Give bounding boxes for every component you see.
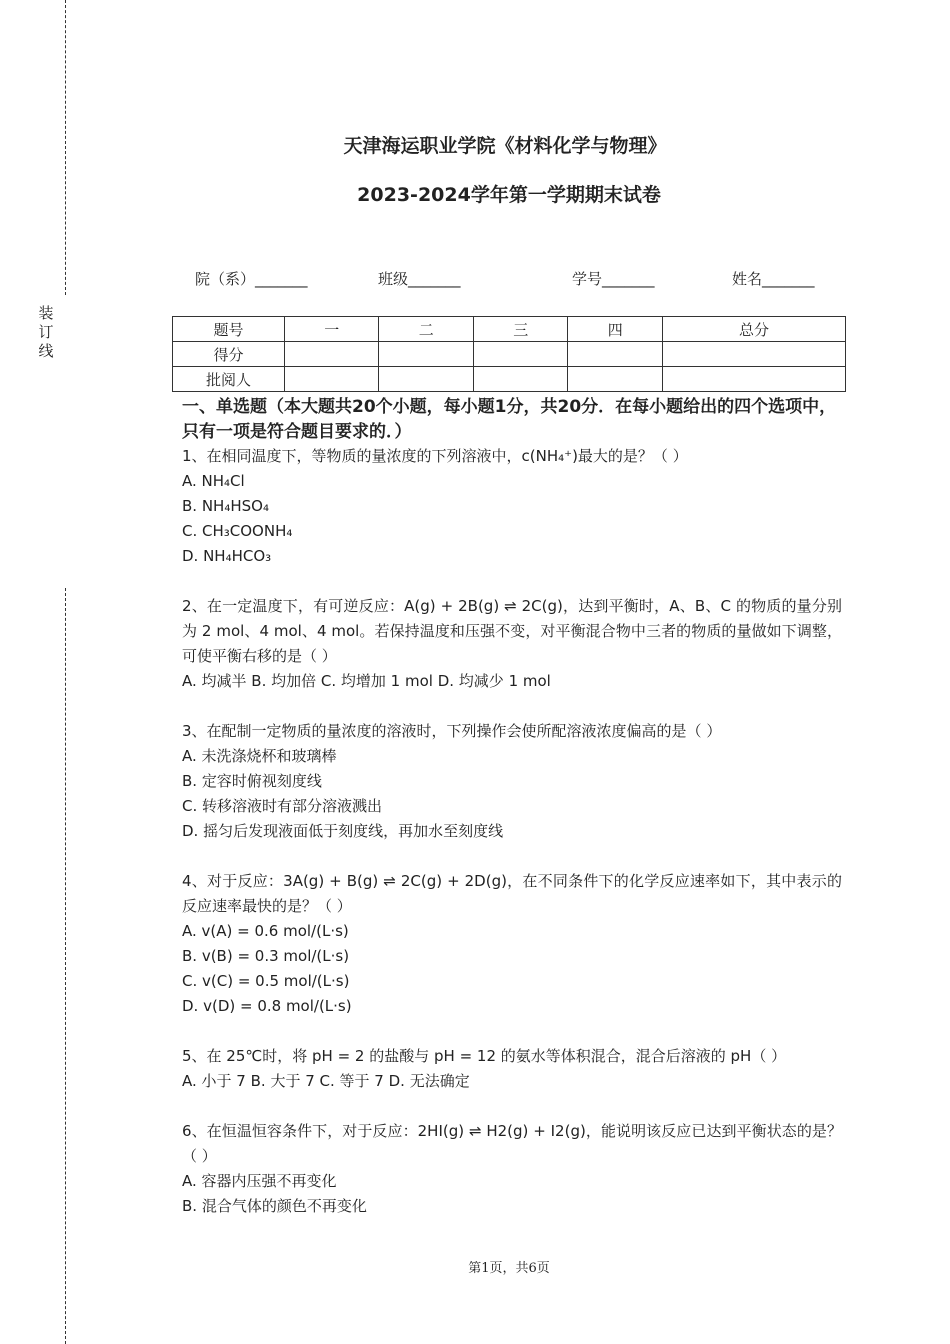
question-option: A. 未洗涤烧杯和玻璃棒 — [182, 747, 337, 765]
question-stem: 1、在相同温度下，等物质的量浓度的下列溶液中，c(NH₄⁺)最大的是？（ ） — [182, 447, 688, 465]
question-6 — [182, 1119, 842, 1219]
score-table-header-cell: 二 — [379, 317, 473, 342]
grader-row-label: 批阅人 — [173, 367, 285, 392]
grader-row — [173, 367, 846, 392]
question-option: A. 容器内压强不再变化 — [182, 1172, 337, 1190]
question-1 — [182, 444, 842, 569]
question-option: B. 定容时俯视刻度线 — [182, 772, 322, 790]
question-3 — [182, 719, 842, 844]
class-field[interactable]: 班级_______ — [378, 270, 461, 288]
question-option: D. 摇匀后发现液面低于刻度线，再加水至刻度线 — [182, 822, 504, 840]
question-option: C. 转移溶液时有部分溶液溅出 — [182, 797, 383, 815]
grader-cell[interactable] — [568, 367, 662, 392]
question-option: D. v(D) = 0.8 mol/(L·s) — [182, 997, 352, 1015]
question-option: A. NH₄Cl — [182, 472, 245, 490]
score-cell[interactable] — [662, 342, 845, 367]
score-table-header-cell: 题号 — [173, 317, 285, 342]
score-table-header-cell: 总分 — [662, 317, 845, 342]
question-stem: 2、在一定温度下，有可逆反应：A(g) + 2B(g) ⇌ 2C(g)，达到平衡时，A、B、C 的物质的量分别为 2 mol、4 mol、4 mol。若保持温度和压强不变，对平衡混合物中三者的物质的量做如下调整，可使平衡右移的是（ ） — [182, 597, 842, 665]
question-option: D. NH₄HCO₃ — [182, 547, 272, 565]
score-cell[interactable] — [473, 342, 567, 367]
question-list — [182, 444, 842, 1244]
grader-cell[interactable] — [662, 367, 845, 392]
score-table-header-row — [173, 317, 846, 342]
section-1-title: 一、单选题（本大题共20个小题，每小题1分，共20分．在每小题给出的四个选项中，只有一项是符合题目要求的．） — [182, 397, 837, 442]
exam-title-line2: 2023-2024学年第一学期期末试卷 — [357, 184, 661, 206]
question-option: B. 混合气体的颜色不再变化 — [182, 1197, 367, 1215]
score-table-header-cell: 四 — [568, 317, 662, 342]
score-table — [172, 316, 846, 392]
question-2 — [182, 594, 842, 694]
question-option: A. 均减半 B. 均加倍 C. 均增加 1 mol D. 均减少 1 mol — [182, 672, 551, 690]
binding-label: 装订线 — [38, 304, 54, 360]
question-option: B. NH₄HSO₄ — [182, 497, 269, 515]
question-stem: 4、对于反应：3A(g) + B(g) ⇌ 2C(g) + 2D(g)，在不同条件下的化学反应速率如下，其中表示的反应速率最快的是？（ ） — [182, 872, 842, 915]
page-number: 第1页，共6页 — [468, 1261, 550, 1276]
name-field[interactable]: 姓名_______ — [732, 270, 815, 288]
score-row-label: 得分 — [173, 342, 285, 367]
grader-cell[interactable] — [379, 367, 473, 392]
exam-title-line1: 天津海运职业学院《材料化学与物理》 — [343, 135, 667, 157]
question-option: C. v(C) = 0.5 mol/(L·s) — [182, 972, 350, 990]
question-option: A. v(A) = 0.6 mol/(L·s) — [182, 922, 349, 940]
grader-cell[interactable] — [473, 367, 567, 392]
department-field[interactable]: 院（系）_______ — [195, 270, 308, 288]
question-stem: 6、在恒温恒容条件下，对于反应：2HI(g) ⇌ H2(g) + I2(g)，能说明该反应已达到平衡状态的是？（ ） — [182, 1122, 842, 1165]
score-table-header-cell: 三 — [473, 317, 567, 342]
score-cell[interactable] — [568, 342, 662, 367]
question-option: B. v(B) = 0.3 mol/(L·s) — [182, 947, 350, 965]
student-id-field[interactable]: 学号_______ — [572, 270, 655, 288]
score-cell[interactable] — [285, 342, 379, 367]
question-option: A. 小于 7 B. 大于 7 C. 等于 7 D. 无法确定 — [182, 1072, 470, 1090]
question-option: C. CH₃COONH₄ — [182, 522, 293, 540]
score-table-header-cell: 一 — [285, 317, 379, 342]
score-row — [173, 342, 846, 367]
score-cell[interactable] — [379, 342, 473, 367]
grader-cell[interactable] — [285, 367, 379, 392]
question-stem: 5、在 25℃时，将 pH = 2 的盐酸与 pH = 12 的氨水等体积混合，混合后溶液的 pH（ ） — [182, 1047, 787, 1065]
question-stem: 3、在配制一定物质的量浓度的溶液时，下列操作会使所配溶液浓度偏高的是（ ） — [182, 722, 722, 740]
question-5 — [182, 1044, 842, 1094]
question-4 — [182, 869, 842, 1019]
binding-line-bottom — [65, 588, 66, 1344]
